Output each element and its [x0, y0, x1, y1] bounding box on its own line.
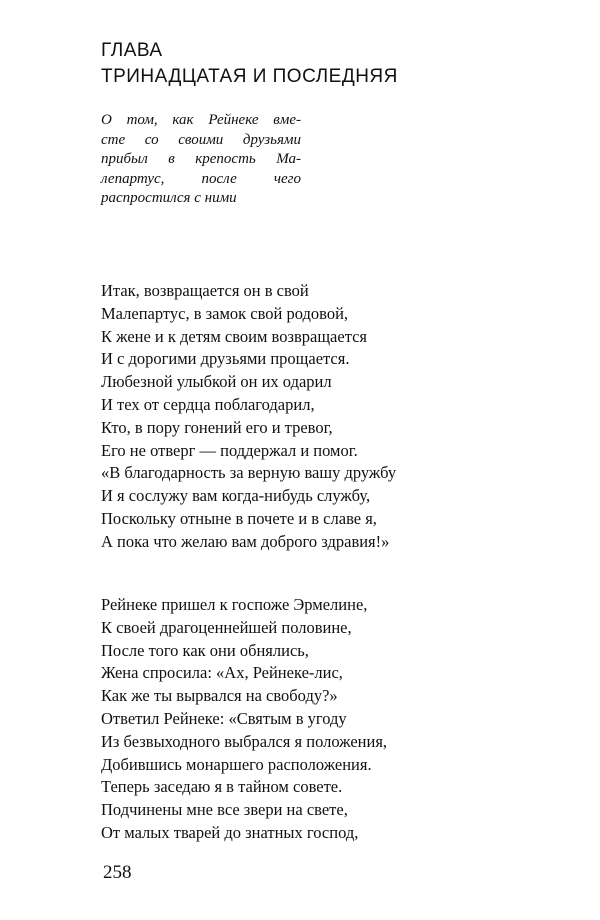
verse-line: И я сослужу вам когда-нибудь службу,	[101, 486, 371, 506]
verse-line: Рейнеке пришел к госпоже Эрмелине,	[101, 595, 368, 614]
verse-line: Из безвыходного выбрался я положения,	[101, 731, 388, 751]
poem-stanza-1	[101, 280, 396, 554]
chapter-label: ГЛАВА	[101, 40, 163, 61]
verse-line: К жене и к детям своим возвращается	[101, 326, 368, 346]
verse-line: И тех от сердца поблагодарил,	[101, 394, 315, 414]
summary-line: прибыл в крепость Ма-	[101, 151, 301, 167]
verse-line: Малепартус, в замок свой родовой,	[101, 303, 349, 323]
summary-line: лепартус, после чего	[101, 170, 301, 187]
verse-line: И с дорогими друзьями прощается.	[101, 349, 350, 369]
verse-line: Любезной улыбкой он их одарил	[101, 372, 332, 392]
verse-line: Итак, возвращается он в свой	[101, 281, 309, 300]
verse-line: Его не отверг — поддержал и помог.	[101, 440, 358, 460]
verse-line: После того как они обнялись,	[101, 640, 309, 660]
verse-line: А пока что желаю вам доброго здравия!»	[101, 531, 390, 551]
poem-stanza-2	[101, 594, 387, 845]
verse-line: Кто, в пору гонений его и тревог,	[101, 417, 333, 437]
verse-line: Добившись монаршего расположения.	[101, 754, 372, 774]
verse-line: Теперь заседаю я в тайном совете.	[101, 777, 343, 797]
summary-line: распростился с ними	[101, 190, 237, 206]
page-number: 258	[103, 862, 132, 883]
verse-line: Как же ты вырвался на свободу?»	[101, 686, 338, 706]
summary-line: О том, как Рейнеке вме-	[101, 112, 301, 128]
verse-line: «В благодарность за верную вашу дружбу	[101, 463, 397, 483]
chapter-title: ТРИНАДЦАТАЯ И ПОСЛЕДНЯЯ	[101, 66, 398, 87]
chapter-summary	[101, 111, 301, 209]
verse-line: Подчинены мне все звери на свете,	[101, 800, 348, 820]
chapter-heading	[101, 38, 398, 90]
verse-line: От малых тварей до знатных господ,	[101, 822, 359, 842]
verse-line: К своей драгоценнейшей половине,	[101, 617, 352, 637]
verse-line: Ответил Рейнеке: «Святым в угоду	[101, 708, 347, 728]
verse-line: Жена спросила: «Ах, Рейнеке-лис,	[101, 663, 343, 683]
verse-line: Поскольку отныне в почете и в славе я,	[101, 508, 377, 528]
summary-line: сте со своими друзьями	[101, 131, 301, 148]
